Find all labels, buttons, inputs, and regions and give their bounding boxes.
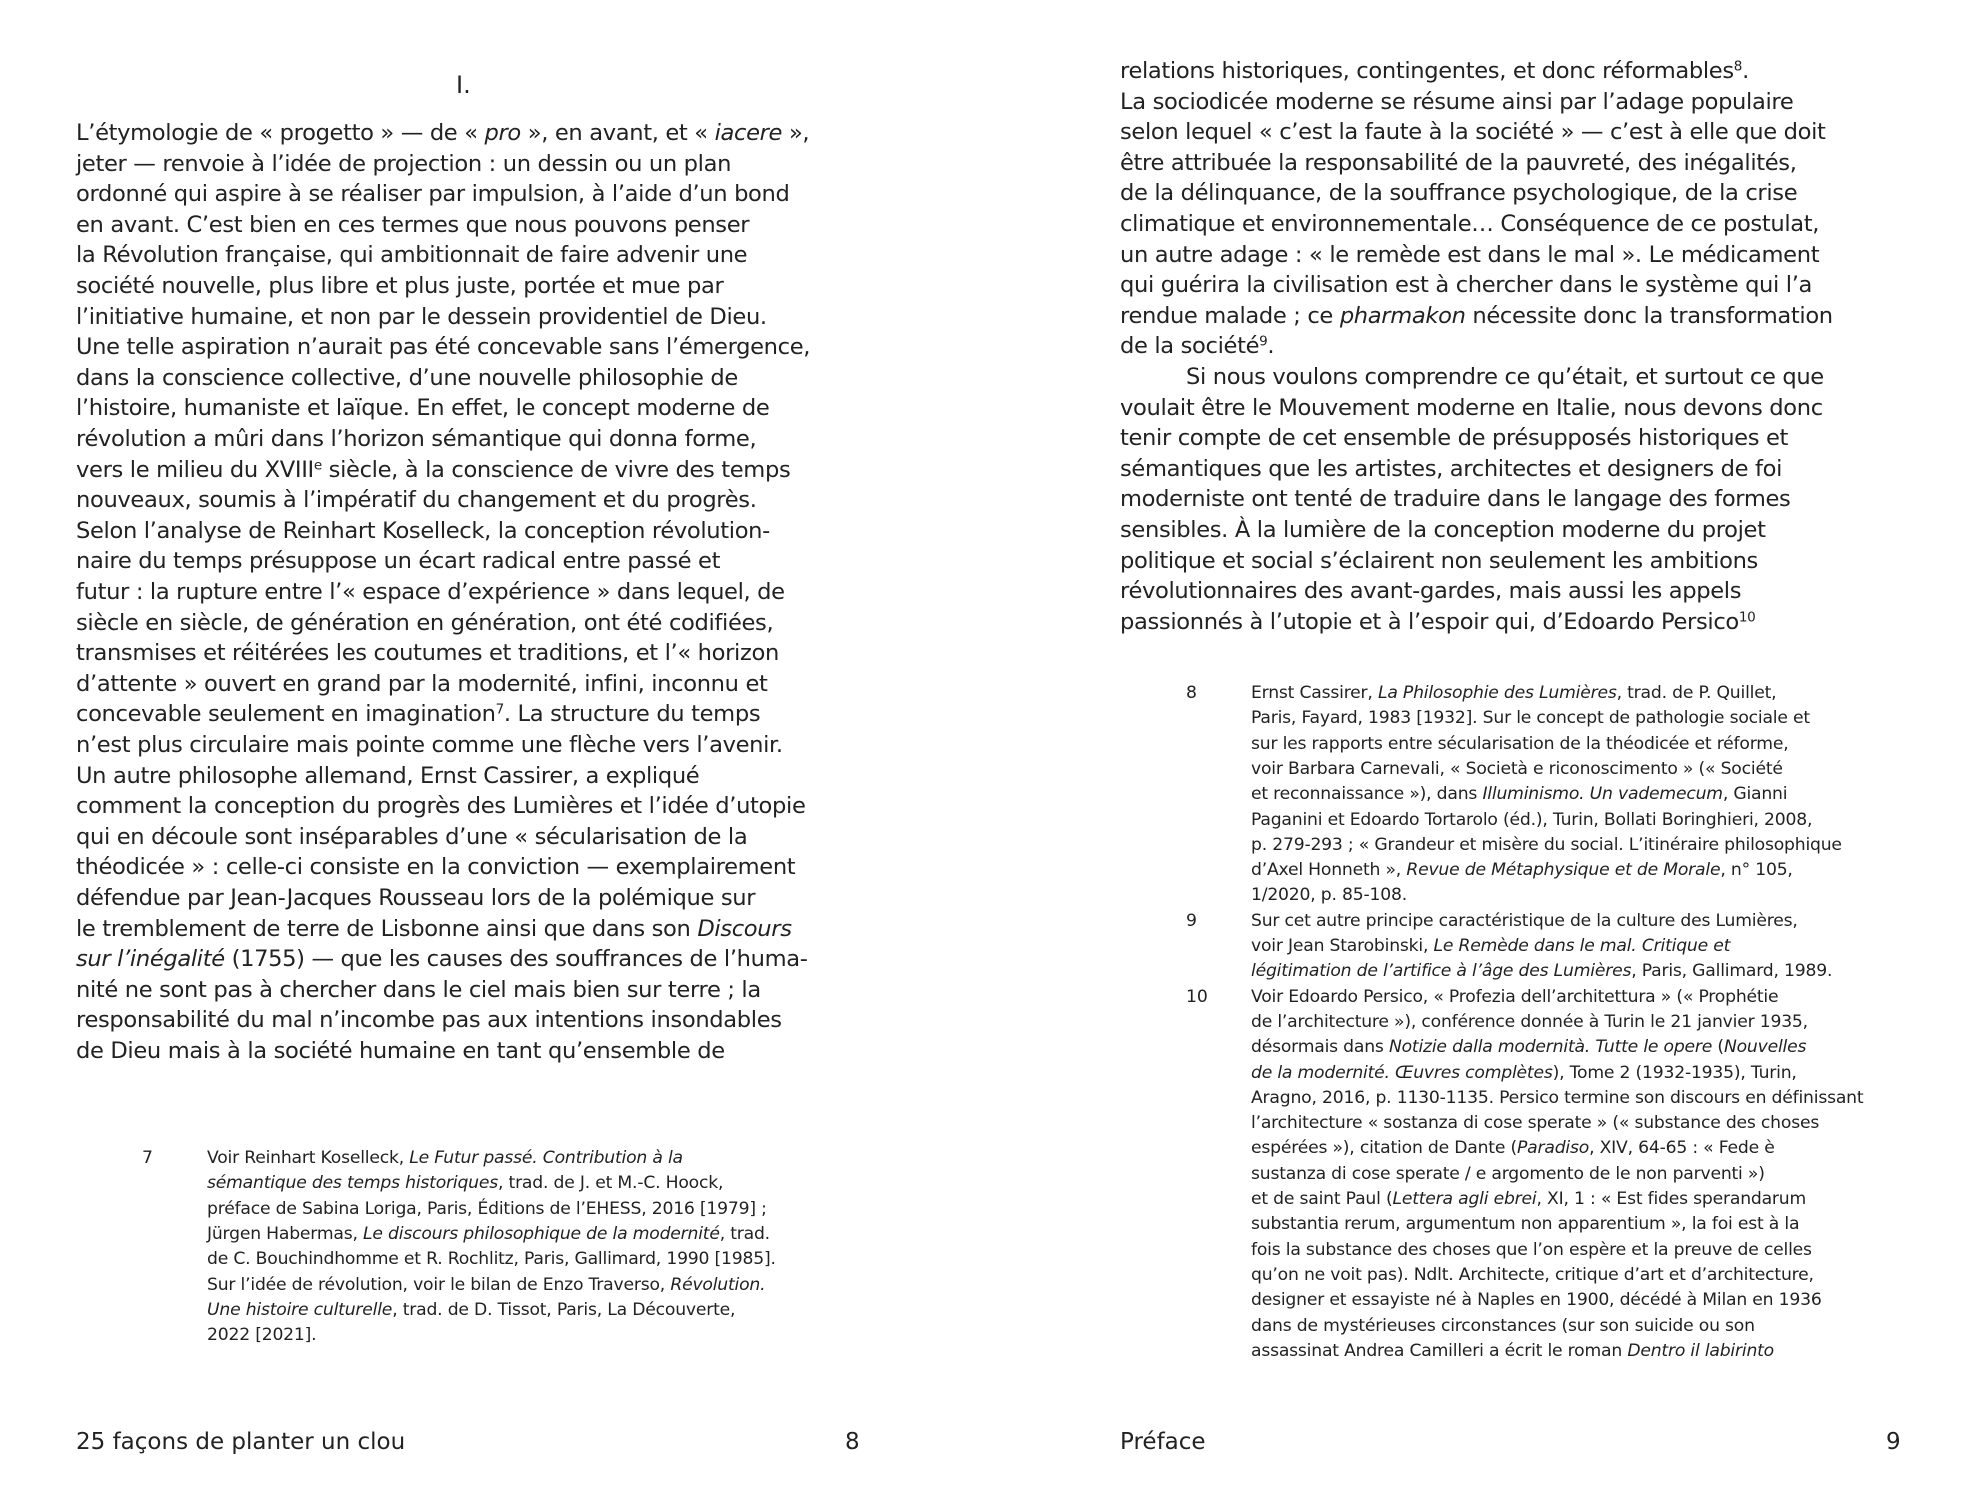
text-line	[1120, 209, 1819, 239]
text-run: substantia rerum, argumentum non apparentium », la foi est à la	[1251, 1214, 1800, 1235]
text-line	[76, 546, 720, 576]
text-run: responsabilité du mal n’incombe pas aux intentions insondables	[76, 1007, 782, 1034]
text-run: d’Axel Honneth »,	[1251, 860, 1407, 881]
section-heading: I.	[456, 71, 471, 99]
italic-text: Révolution.	[670, 1274, 766, 1295]
footnote-reference: 8	[1733, 58, 1743, 75]
italic-text: Illuminismo. Un vademecum	[1482, 784, 1723, 805]
text-line	[76, 761, 699, 791]
italic-text: iacere	[714, 120, 783, 146]
footnote-number: 9	[1186, 910, 1197, 931]
text-run: siècle, à la conscience de vivre des temps	[321, 456, 791, 483]
text-run: l’architecture « sostanza di cose sperate » (« substance des choses	[1251, 1113, 1820, 1134]
text-run: sémantiques que les artistes, architectes et designers de foi	[1120, 455, 1783, 482]
footnote-line	[1251, 681, 1776, 706]
text-run: .	[1742, 58, 1749, 84]
text-line	[76, 455, 790, 485]
text-run: voir Jean Starobinski,	[1251, 936, 1434, 956]
footnote-reference: 10	[1738, 609, 1756, 626]
text-run: comment la conception du progrès des Lumières et l’idée d’utopie	[76, 793, 806, 820]
text-line	[1120, 56, 1749, 86]
footnote-line	[207, 1146, 683, 1171]
italic-text: Revue de Métaphysique et de Morale	[1406, 860, 1721, 881]
text-run: n’est plus circulaire mais pointe comme une flèche vers l’avenir.	[76, 732, 783, 758]
italic-text: Discours	[697, 915, 792, 942]
italic-text: Dentro il labirinto	[1627, 1340, 1774, 1361]
footnote-reference: 7	[495, 701, 504, 718]
text-run: espérées »), citation de Dante (	[1251, 1138, 1517, 1159]
footnote-line	[207, 1247, 776, 1272]
text-run: théodicée » : celle-ci consiste en la conviction — exemplairement	[76, 854, 796, 881]
footnote-line	[1251, 1086, 1863, 1111]
footnote-number: 7	[142, 1148, 153, 1168]
text-line	[1186, 362, 1824, 392]
footnote-reference: e	[313, 457, 322, 474]
text-line	[1120, 331, 1274, 361]
text-run: société nouvelle, plus libre et plus juste, portée et mue par	[76, 273, 724, 299]
text-run: de C. Bouchindhomme et R. Rochlitz, Paris, Gallimard, 1990 [1985].	[207, 1249, 776, 1270]
footnote-number: 8	[1186, 683, 1197, 703]
text-run: être attribuée la responsabilité de la pauvreté, des inégalités,	[1120, 149, 1797, 176]
text-run: Voir Edoardo Persico, « Profezia dell’architettura » (« Prophétie	[1251, 986, 1779, 1007]
text-line	[76, 302, 767, 332]
italic-text: Notizie dalla modernità. Tutte le opere	[1388, 1037, 1713, 1058]
footnote-line	[1251, 1035, 1806, 1060]
text-run: moderniste ont tenté de traduire dans le langage des formes	[1120, 486, 1791, 513]
text-run: »,	[782, 120, 810, 146]
text-run: en avant. C’est bien en ces termes que nous pouvons penser	[76, 211, 750, 238]
footnote-line	[1251, 1263, 1814, 1288]
text-run: politique et social s’éclairent non seulement les ambitions	[1120, 547, 1758, 574]
text-line	[76, 424, 756, 454]
footnote-line	[1251, 782, 1787, 807]
italic-text: légitimation de l’artifice à l’âge des Lumières	[1251, 961, 1632, 982]
text-run: voir Barbara Carnevali, « Società e riconoscimento » (« Société	[1251, 758, 1783, 779]
footnote-line	[1251, 1314, 1755, 1339]
text-run: , Paris, Gallimard, 1989.	[1631, 961, 1833, 982]
text-run: , Gianni	[1722, 784, 1788, 805]
text-run: , n° 105,	[1720, 860, 1793, 881]
text-line	[76, 210, 749, 240]
text-run: le tremblement de terre de Lisbonne ainsi que dans son	[76, 915, 698, 942]
text-run: , trad. de J. et M.-C. Hoock,	[498, 1173, 724, 1194]
text-run: sur les rapports entre sécularisation de la théodicée et réforme,	[1251, 733, 1789, 754]
italic-text: Le Remède dans le mal. Critique et	[1433, 936, 1731, 956]
text-line	[1120, 270, 1812, 300]
footnote-line	[1251, 833, 1842, 858]
text-run: Une telle aspiration n’aurait pas été concevable sans l’émergence,	[76, 334, 811, 361]
italic-text: Une histoire culturelle	[207, 1299, 393, 1320]
footnote-line	[1251, 706, 1810, 731]
text-line	[1120, 148, 1797, 178]
text-run: climatique et environnementale… Conséquence de ce postulat,	[1120, 211, 1820, 237]
text-run: dans la conscience collective, d’une nouvelle philosophie de	[76, 364, 738, 391]
text-run: selon lequel « c’est la faute à la société » — c’est à elle que doit	[1120, 119, 1826, 146]
text-run: Ernst Cassirer,	[1251, 683, 1378, 703]
text-run: Aragno, 2016, p. 1130-1135. Persico termine son discours en définissant	[1251, 1087, 1864, 1108]
text-line	[76, 271, 723, 301]
text-run: nité ne sont pas à chercher dans le ciel mais bien sur terre ; la	[76, 976, 761, 1003]
text-run: ), Tome 2 (1932-1935), Turin,	[1552, 1062, 1797, 1083]
text-run: voulait être le Mouvement moderne en Italie, nous devons donc	[1120, 394, 1823, 421]
text-run: l’initiative humaine, et non par le dessein providentiel de Dieu.	[76, 303, 767, 330]
text-run: Voir Reinhart Koselleck,	[207, 1148, 410, 1168]
text-run: .	[1267, 333, 1275, 360]
text-line	[76, 332, 810, 362]
text-run: et de saint Paul (	[1251, 1189, 1393, 1209]
text-run: Paris, Fayard, 1983 [1932]. Sur le concept de pathologie sociale et	[1251, 708, 1810, 729]
text-line	[1120, 87, 1793, 117]
footnote-line	[1251, 858, 1793, 883]
text-line	[76, 577, 785, 607]
text-line	[1120, 117, 1826, 147]
text-line	[76, 1036, 725, 1066]
text-run: de l’architecture »), conférence donnée à Turin le 21 janvier 1935,	[1251, 1011, 1808, 1032]
text-run: et reconnaissance »), dans	[1251, 784, 1483, 805]
text-line	[1120, 546, 1758, 576]
text-line	[76, 669, 768, 699]
footnote-line	[1251, 732, 1788, 757]
text-run: ordonné qui aspire à se réaliser par impulsion, à l’aide d’un bond	[76, 181, 790, 208]
text-line	[76, 608, 773, 638]
text-run: transmises et réitérées les coutumes et traditions, et l’« horizon	[76, 640, 779, 667]
text-run: un autre adage : « le remède est dans le mal ». Le médicament	[1120, 241, 1820, 268]
text-run: . La structure du temps	[503, 701, 761, 728]
text-line	[76, 149, 731, 179]
text-line	[76, 516, 770, 546]
text-run: Paganini et Edoardo Tortarolo (éd.), Turin, Bollati Boringhieri, 2008,	[1251, 809, 1813, 830]
footnote-line	[1251, 959, 1832, 984]
footnote-line	[207, 1171, 723, 1196]
text-line	[76, 975, 761, 1005]
text-run: concevable seulement en imagination	[76, 701, 496, 728]
text-run: 2022 [2021].	[207, 1325, 317, 1346]
text-line	[76, 393, 769, 423]
text-run: révolution a mûri dans l’horizon sémantique qui donna forme,	[76, 426, 757, 452]
text-line	[76, 730, 783, 760]
footnote-line	[207, 1197, 767, 1222]
footnote-line	[1251, 1111, 1819, 1136]
text-line	[1120, 393, 1823, 423]
text-run: , trad. de D. Tissot, Paris, La Découverte,	[392, 1299, 736, 1320]
text-run: Selon l’analyse de Reinhart Koselleck, la conception révolution-	[76, 517, 770, 544]
footnote-line	[207, 1298, 735, 1323]
text-line	[76, 944, 808, 974]
text-run: La sociodicée moderne se résume ainsi par l’adage populaire	[1120, 88, 1794, 115]
text-run: Sur l’idée de révolution, voir le bilan de Enzo Traverso,	[207, 1274, 671, 1295]
text-run: designer et essayiste né à Naples en 1900, décédé à Milan en 1936	[1251, 1290, 1822, 1311]
footnote-reference: 9	[1259, 333, 1268, 350]
text-run: de la société	[1120, 333, 1260, 360]
text-run: futur : la rupture entre l’« espace d’expérience » dans lequel, de	[76, 579, 785, 605]
text-line	[76, 118, 809, 148]
text-line	[1120, 515, 1766, 545]
text-run: sustanza di cose sperate / e argomento de le non parventi »)	[1251, 1163, 1765, 1184]
text-run: de la délinquance, de la souffrance psychologique, de la crise	[1120, 180, 1798, 207]
text-line	[76, 240, 747, 270]
text-line	[76, 485, 757, 515]
text-run: Si nous voulons comprendre ce qu’était, et surtout ce que	[1186, 364, 1824, 390]
italic-text: Nouvelles	[1723, 1037, 1807, 1058]
text-line	[1120, 301, 1833, 331]
text-run: fois la substance des choses que l’on espère et la preuve de celles	[1251, 1239, 1812, 1260]
text-run: passionnés à l’utopie et à l’espoir qui, d’Edoardo Persico	[1120, 608, 1739, 635]
text-line	[1120, 484, 1790, 514]
italic-text: Le discours philosophique de la modernité	[363, 1223, 720, 1244]
text-line	[76, 179, 790, 209]
text-line	[1120, 178, 1797, 208]
italic-text: de la modernité. Œuvres complètes	[1251, 1062, 1553, 1083]
italic-text: La Philosophie des Lumières	[1377, 683, 1617, 703]
text-run: (1755) — que les causes des souffrances de l’huma-	[224, 946, 808, 973]
italic-text: Paradiso	[1517, 1138, 1590, 1159]
text-line	[1120, 423, 1788, 453]
footnote-line	[1251, 808, 1812, 833]
text-run: la Révolution française, qui ambitionnait de faire advenir une	[76, 242, 748, 269]
italic-text: Le Futur passé. Contribution à la	[409, 1148, 683, 1168]
text-run: tenir compte de cet ensemble de présupposés historiques et	[1120, 425, 1789, 452]
text-line	[76, 363, 738, 393]
right-page	[984, 0, 1968, 1496]
text-line	[76, 822, 747, 852]
footnote-line	[1251, 757, 1783, 782]
text-run: jeter — renvoie à l’idée de projection : un dessin ou un plan	[76, 150, 732, 177]
text-run: défendue par Jean-Jacques Rousseau lors de la polémique sur	[76, 885, 756, 911]
page-number: 8	[845, 1429, 860, 1455]
text-run: révolutionnaires des avant-gardes, mais aussi les appels	[1120, 578, 1742, 605]
footnote-line	[1251, 1162, 1765, 1187]
text-line	[76, 883, 755, 913]
text-run: , XIV, 64-65 : « Fede è	[1589, 1138, 1775, 1159]
text-line	[1120, 607, 1755, 637]
text-run: désormais dans	[1251, 1037, 1389, 1058]
running-title: 25 façons de planter un clou	[76, 1429, 406, 1455]
text-run: qu’on ne voit pas). Ndlt. Architecte, critique d’art et d’architecture,	[1251, 1264, 1814, 1285]
italic-text: Lettera agli ebrei	[1392, 1189, 1537, 1209]
page-number: 9	[1886, 1429, 1901, 1455]
text-line	[76, 638, 779, 668]
text-run: de Dieu mais à la société humaine en tant qu’ensemble de	[76, 1038, 725, 1064]
text-run: , trad. de P. Quillet,	[1616, 683, 1777, 703]
text-run: naire du temps présuppose un écart radical entre passé et	[76, 548, 721, 575]
footnote-line	[1251, 1288, 1822, 1313]
text-line	[1120, 240, 1819, 270]
text-run: préface de Sabina Loriga, Paris, Éditions de l’EHESS, 2016 [1979] ;	[207, 1198, 767, 1219]
text-run: L’étymologie de « progetto » — de «	[76, 120, 485, 146]
text-run: Jürgen Habermas,	[207, 1223, 364, 1244]
footnote-line	[1251, 985, 1778, 1010]
text-run: rendue malade ; ce	[1120, 302, 1340, 329]
text-run: vers le milieu du XVIII	[76, 456, 314, 483]
footnote-line	[1251, 1010, 1808, 1035]
footnote-line	[1251, 1212, 1799, 1237]
footnote-number: 10	[1186, 986, 1208, 1007]
italic-text: sur l’inégalité	[76, 946, 225, 973]
footnote-line	[1251, 1339, 1774, 1364]
footnote-line	[1251, 883, 1407, 908]
text-line	[76, 699, 760, 729]
italic-text: pro	[484, 120, 521, 146]
text-run: siècle en siècle, de génération en génération, ont été codifiées,	[76, 609, 774, 636]
text-run: Un autre philosophe allemand, Ernst Cassirer, a expliqué	[76, 762, 700, 789]
italic-text: pharmakon	[1339, 302, 1466, 329]
footnote-line	[1251, 909, 1798, 934]
footnote-line	[1251, 1187, 1806, 1212]
text-run: l’histoire, humaniste et laïque. En effet, le concept moderne de	[76, 395, 770, 422]
text-line	[76, 914, 792, 944]
text-run: p. 279-293 ; « Grandeur et misère du social. L’itinéraire philosophique	[1251, 834, 1842, 855]
text-line	[76, 852, 795, 882]
text-run: relations historiques, contingentes, et donc réformables	[1120, 58, 1734, 84]
running-title: Préface	[1120, 1429, 1206, 1455]
text-run: 1/2020, p. 85-108.	[1251, 885, 1407, 906]
footnote-line	[1251, 1061, 1797, 1086]
text-line	[1120, 454, 1782, 484]
text-run: assassinat Andrea Camilleri a écrit le roman	[1251, 1340, 1628, 1361]
text-run: d’attente » ouvert en grand par la modernité, infini, inconnu et	[76, 670, 768, 697]
text-run: , XI, 1 : « Est fides sperandarum	[1536, 1189, 1807, 1209]
text-line	[76, 791, 806, 821]
italic-text: sémantique des temps historiques	[207, 1173, 498, 1194]
footnote-line	[207, 1273, 765, 1298]
text-run: (	[1712, 1037, 1724, 1058]
text-run: sensibles. À la lumière de la conception moderne du projet	[1120, 517, 1766, 543]
footnote-line	[207, 1323, 316, 1348]
footnote-line	[1251, 1238, 1812, 1263]
footnote-line	[1251, 1136, 1775, 1161]
text-run: , trad.	[719, 1223, 770, 1244]
text-run: nouveaux, soumis à l’impératif du changement et du progrès.	[76, 487, 757, 514]
text-run: dans de mystérieuses circonstances (sur son suicide ou son	[1251, 1315, 1755, 1336]
text-run: nécessite donc la transformation	[1465, 302, 1833, 329]
text-line	[1120, 576, 1741, 606]
text-run: qui guérira la civilisation est à chercher dans le système qui l’a	[1120, 272, 1813, 299]
text-run: qui en découle sont inséparables d’une « sécularisation de la	[76, 823, 748, 850]
footnote-line	[1251, 934, 1730, 959]
text-run: Sur cet autre principe caractéristique de la culture des Lumières,	[1251, 910, 1798, 931]
text-run: », en avant, et «	[520, 120, 715, 146]
text-line	[76, 1005, 782, 1035]
footnote-line	[207, 1222, 770, 1247]
